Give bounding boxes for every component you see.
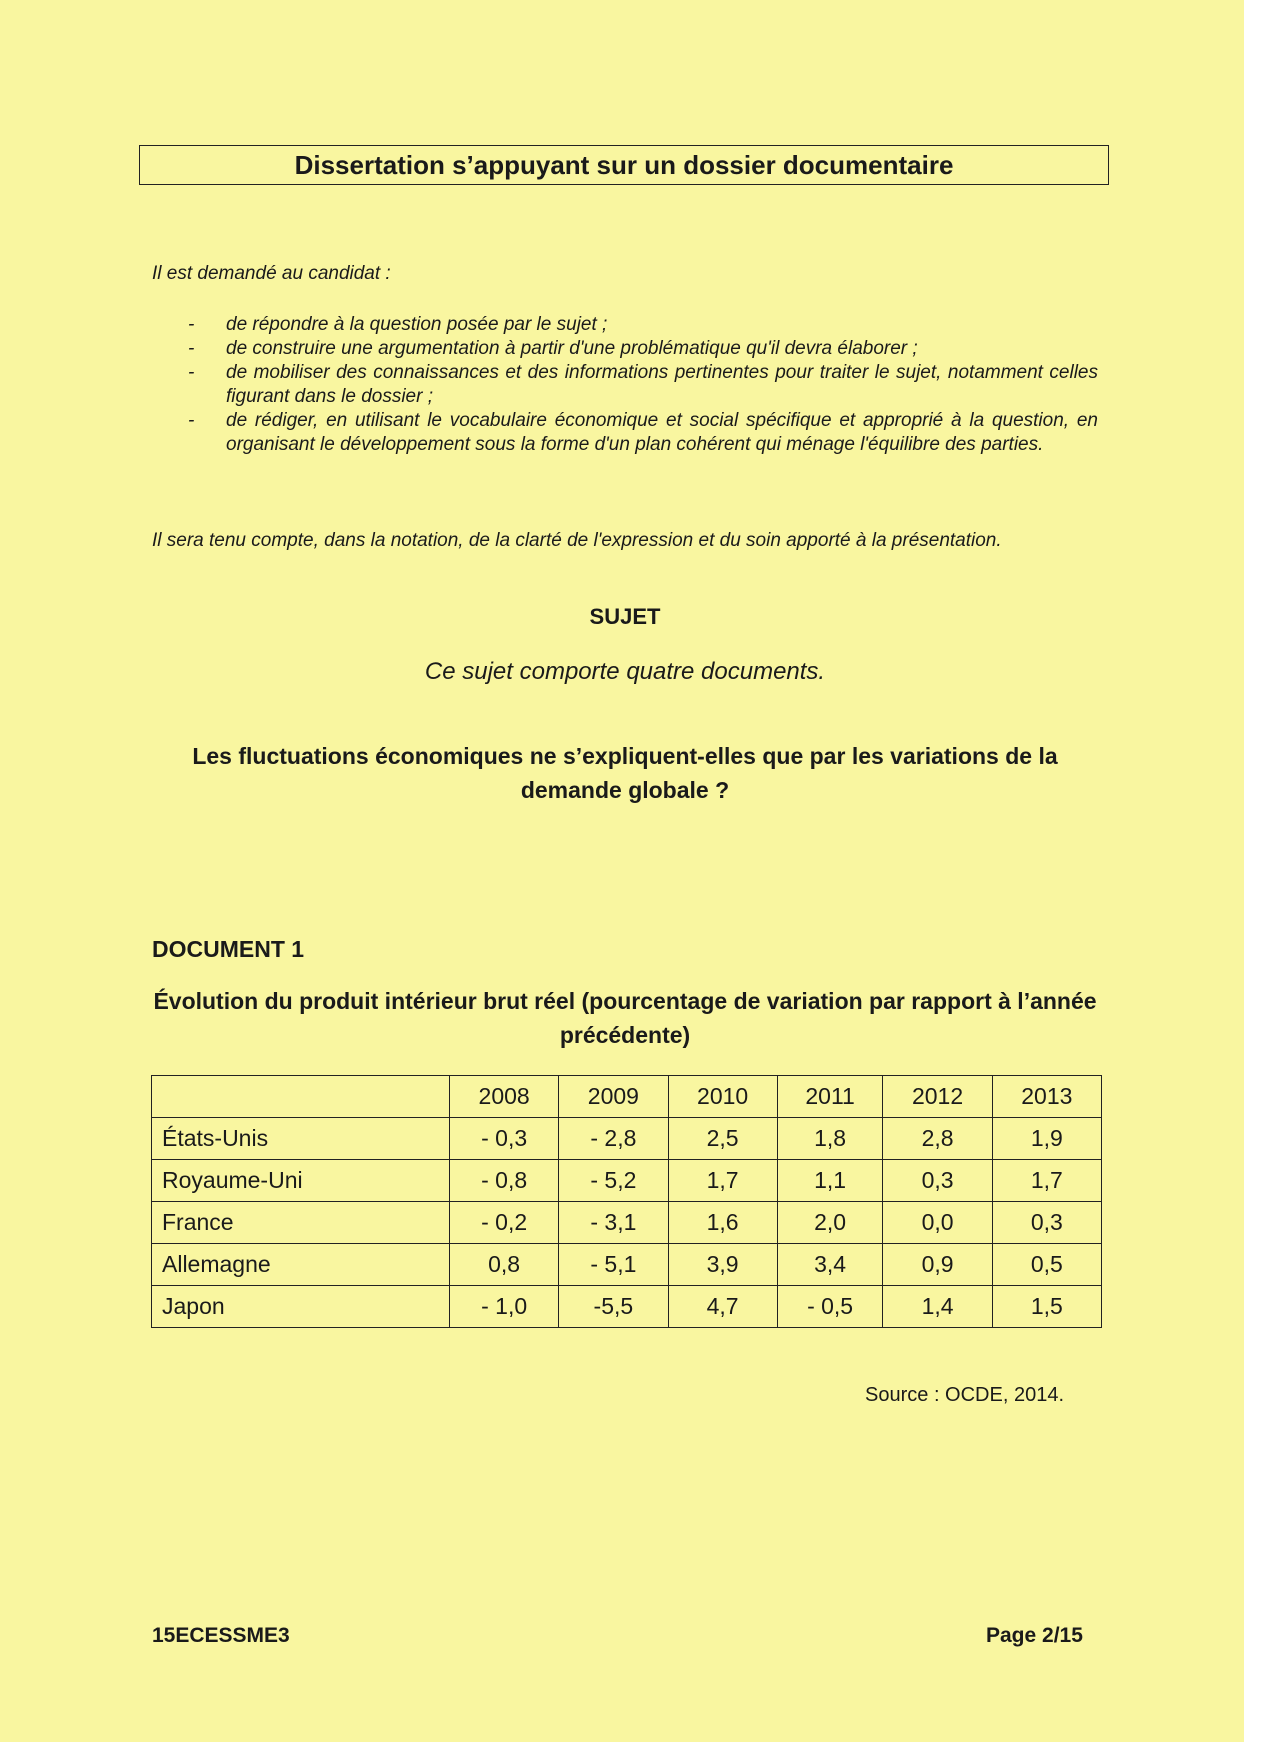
- year-header: 2013: [992, 1076, 1101, 1118]
- page-title: Dissertation s’appuyant sur un dossier documentaire: [139, 145, 1109, 185]
- instruction-item: - de construire une argumentation à partir d'une problématique qu'il devra élaborer ;: [188, 337, 1098, 361]
- value-cell: 2,5: [668, 1118, 777, 1160]
- value-cell: 0,8: [450, 1244, 559, 1286]
- year-header: 2009: [559, 1076, 668, 1118]
- year-header: 2011: [777, 1076, 883, 1118]
- instructions-intro: Il est demandé au candidat :: [152, 263, 391, 284]
- value-cell: - 5,2: [559, 1160, 668, 1202]
- value-cell: 1,4: [883, 1286, 992, 1328]
- instruction-item: - de répondre à la question posée par le sujet ;: [188, 313, 1098, 337]
- value-cell: 2,8: [883, 1118, 992, 1160]
- country-cell: France: [152, 1202, 450, 1244]
- value-cell: - 2,8: [559, 1118, 668, 1160]
- table-row: [152, 1244, 1102, 1286]
- value-cell: 0,9: [883, 1244, 992, 1286]
- source-note: Source : OCDE, 2014.: [865, 1384, 1064, 1406]
- value-cell: 1,7: [668, 1160, 777, 1202]
- document-label: DOCUMENT 1: [152, 936, 305, 962]
- value-cell: - 0,5: [777, 1286, 883, 1328]
- year-header: 2012: [883, 1076, 992, 1118]
- table-header-row: [152, 1076, 1102, 1118]
- value-cell: - 5,1: [559, 1244, 668, 1286]
- instructions-list: [188, 313, 1098, 457]
- value-cell: 1,1: [777, 1160, 883, 1202]
- value-cell: 0,0: [883, 1202, 992, 1244]
- value-cell: - 0,2: [450, 1202, 559, 1244]
- page-number: Page 2/15: [986, 1624, 1083, 1647]
- table-row: [152, 1160, 1102, 1202]
- value-cell: 0,3: [992, 1202, 1101, 1244]
- value-cell: 3,9: [668, 1244, 777, 1286]
- value-cell: 3,4: [777, 1244, 883, 1286]
- instruction-item: - de mobiliser des connaissances et des informations pertinentes pour traiter le sujet, notamment celles figurant dans le dossier ;: [188, 361, 1098, 409]
- value-cell: 4,7: [668, 1286, 777, 1328]
- value-cell: - 1,0: [450, 1286, 559, 1328]
- gdp-table: [151, 1075, 1102, 1328]
- value-cell: 2,0: [777, 1202, 883, 1244]
- year-header: 2008: [450, 1076, 559, 1118]
- table-corner-cell: [152, 1076, 450, 1118]
- value-cell: 1,6: [668, 1202, 777, 1244]
- country-cell: Royaume-Uni: [152, 1160, 450, 1202]
- document-title: Évolution du produit intérieur brut réel (pourcentage de variation par rapport à l’année précédente): [153, 988, 1097, 1048]
- instruction-item: - de rédiger, en utilisant le vocabulaire économique et social spécifique et approprié à la question, en organisant le développement sous la forme d'un plan cohérent qui ménage l'équilibre des parties.: [188, 409, 1098, 457]
- year-header: 2010: [668, 1076, 777, 1118]
- value-cell: 1,7: [992, 1160, 1101, 1202]
- notation-note: Il sera tenu compte, dans la notation, de la clarté de l'expression et du soin apporté à la présentation.: [152, 530, 1002, 551]
- sujet-question: Les fluctuations économiques ne s’expliquent-elles que par les variations de la demande globale ?: [192, 743, 1058, 803]
- value-cell: -5,5: [559, 1286, 668, 1328]
- country-cell: Japon: [152, 1286, 450, 1328]
- value-cell: 1,8: [777, 1118, 883, 1160]
- value-cell: - 0,3: [450, 1118, 559, 1160]
- table-row: [152, 1202, 1102, 1244]
- value-cell: 1,5: [992, 1286, 1101, 1328]
- exam-code: 15ECESSME3: [152, 1624, 290, 1647]
- value-cell: 0,3: [883, 1160, 992, 1202]
- table-row: [152, 1286, 1102, 1328]
- country-cell: Allemagne: [152, 1244, 450, 1286]
- value-cell: 1,9: [992, 1118, 1101, 1160]
- sujet-heading: SUJET: [589, 604, 661, 629]
- value-cell: - 0,8: [450, 1160, 559, 1202]
- country-cell: États-Unis: [152, 1118, 450, 1160]
- sujet-subheading: Ce sujet comporte quatre documents.: [424, 658, 826, 685]
- value-cell: 0,5: [992, 1244, 1101, 1286]
- table-row: [152, 1118, 1102, 1160]
- value-cell: - 3,1: [559, 1202, 668, 1244]
